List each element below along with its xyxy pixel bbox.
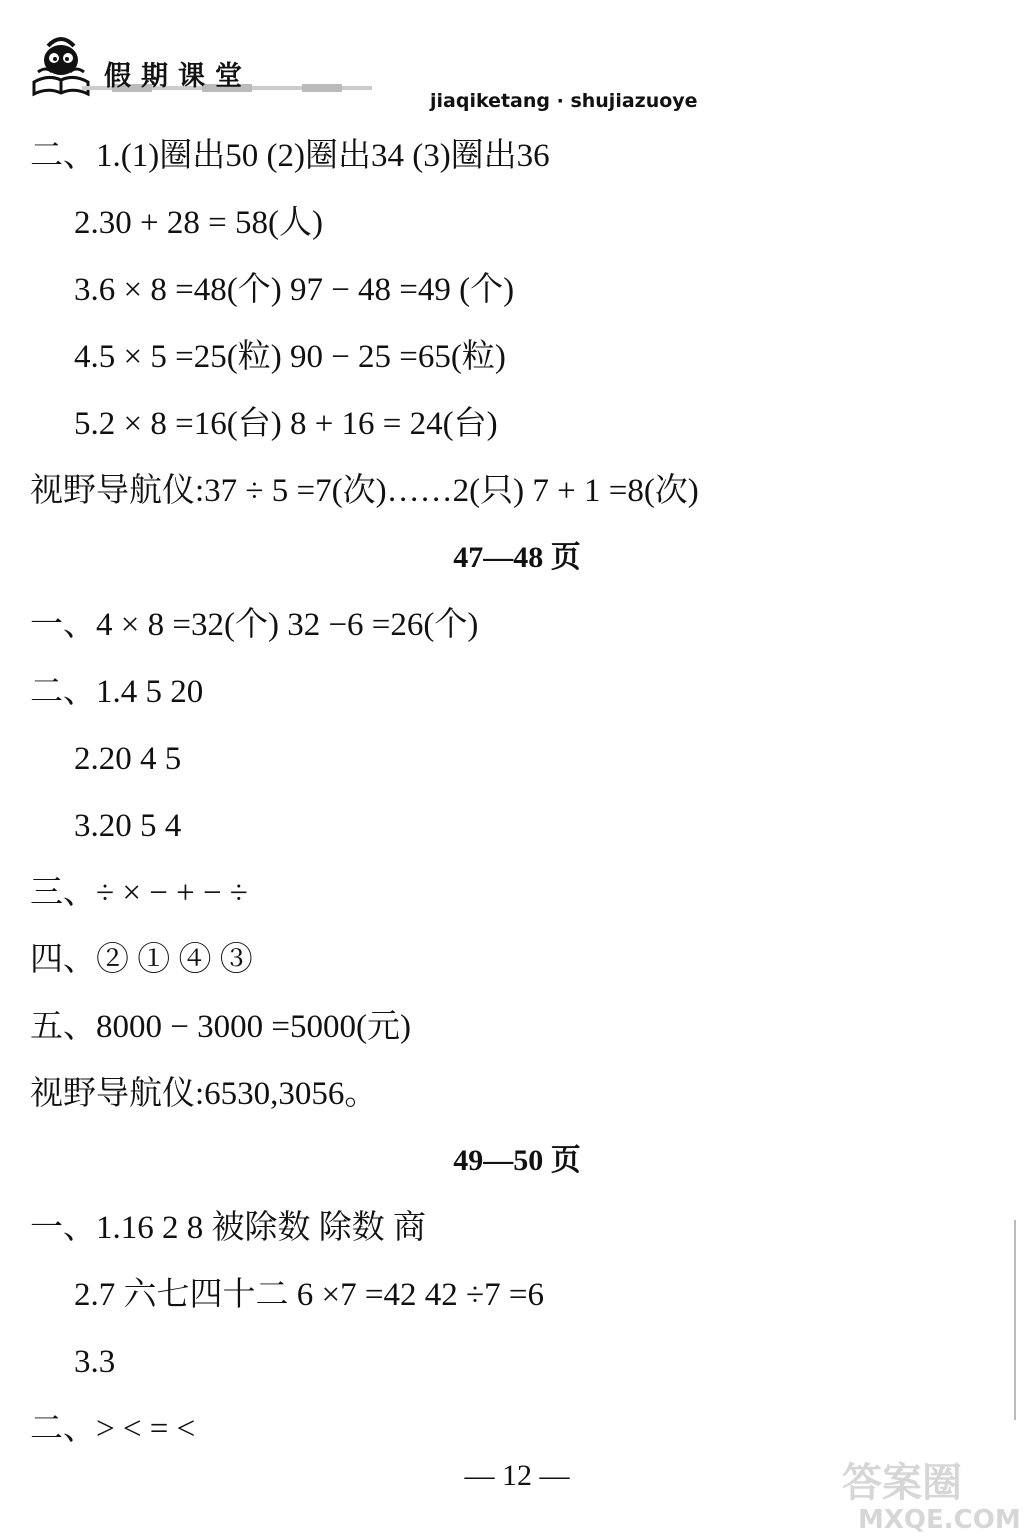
answer-line: 四、② ① ④ ③ [30, 942, 253, 978]
answer-line: 二、1.(1)圈出50 (2)圈出34 (3)圈出36 [30, 138, 550, 174]
answer-line: 3.3 [74, 1344, 116, 1380]
page-number: — 12 — [464, 1459, 570, 1492]
page-edge-shadow [1014, 1220, 1016, 1420]
answer-line: 2.7 六七四十二 6 ×7 =42 42 ÷7 =6 [74, 1277, 544, 1313]
answer-line: 视野导航仪:6530,3056。 [30, 1076, 378, 1112]
svg-text:答案圈: 答案圈 [842, 1460, 962, 1506]
page-header [22, 26, 782, 116]
answer-line: 五、8000 − 3000 =5000(元) [30, 1009, 411, 1045]
answer-line: 3.20 5 4 [74, 808, 182, 844]
brand-pinyin: jiaqiketang · shujiazuoye [430, 90, 698, 112]
answer-line: 4.5 × 5 =25(粒) 90 − 25 =65(粒) [74, 339, 506, 375]
answer-line: 一、4 × 8 =32(个) 32 −6 =26(个) [30, 607, 479, 643]
brand-title: 假期课堂 [104, 61, 252, 92]
watermark-logo [838, 1452, 1028, 1532]
answer-line: 5.2 × 8 =16(台) 8 + 16 = 24(台) [74, 406, 498, 442]
answer-line: 视野导航仪:37 ÷ 5 =7(次)……2(只) 7 + 1 =8(次) [30, 473, 699, 509]
answer-line: 2.30 + 28 = 58(人) [74, 205, 323, 241]
svg-text:MXQE.COM: MXQE.COM [858, 1505, 1021, 1532]
section-heading: 47—48 页 [453, 541, 581, 574]
answer-line: 二、1.4 5 20 [30, 674, 204, 710]
section-heading: 49—50 页 [453, 1144, 581, 1177]
answer-line: 3.6 × 8 =48(个) 97 − 48 =49 (个) [74, 272, 515, 308]
answer-line: 2.20 4 5 [74, 741, 182, 777]
answer-line: 三、÷ × − + − ÷ [30, 875, 248, 911]
answer-line: 一、1.16 2 8 被除数 除数 商 [30, 1210, 426, 1246]
answer-line: 二、> < = < [30, 1411, 196, 1447]
